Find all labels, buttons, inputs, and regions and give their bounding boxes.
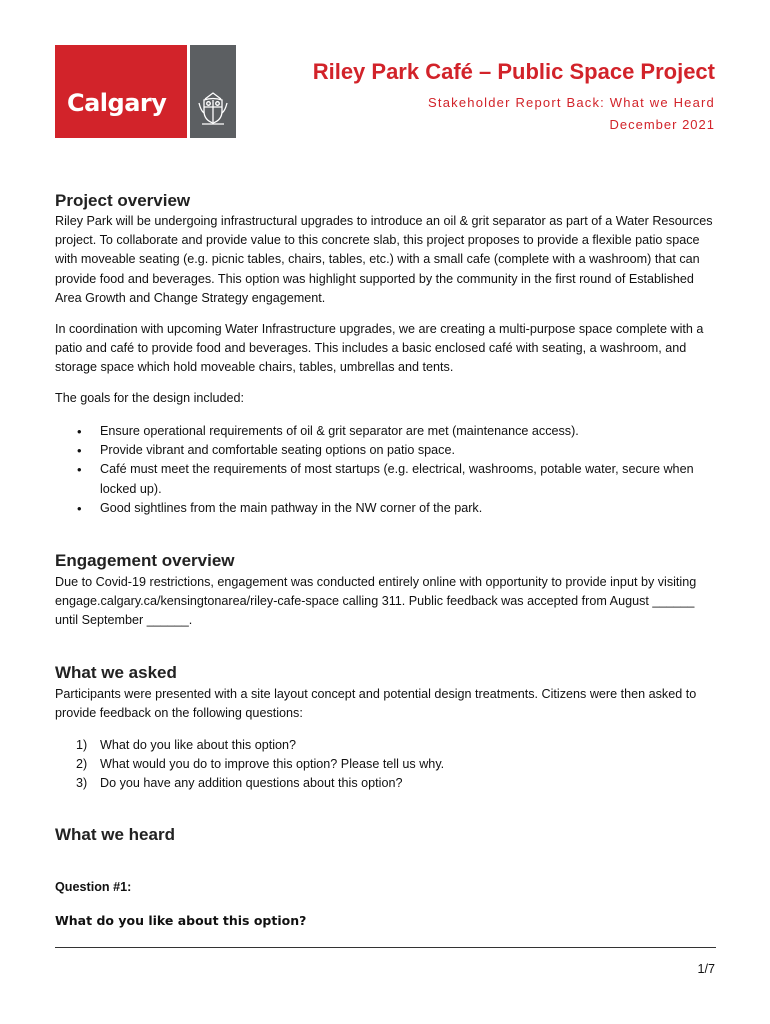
heading-what-we-heard: What we heard xyxy=(55,825,175,844)
what-we-asked-paragraph: Participants were presented with a site layout concept and potential design treatments. Citizens were then asked to provide feedback on the following questions: xyxy=(55,687,697,721)
logo-wordmark: Calgary xyxy=(67,89,167,117)
list-item: • Café must meet the requirements of most startups (e.g. electrical, washrooms, potable water, secure when locked up). xyxy=(55,460,720,498)
project-overview-paragraph-1: Riley Park will be undergoing infrastructural upgrades to introduce an oil & grit separator as part of a Water Resources project. To collaborate and provide value to this concrete slab, this project proposes to provide a flexible patio space with moveable seating (e.g. picnic tables, chairs, tables, etc.) with a small cafe (complete with a washroom) that can provide food and beverages. This option was highlight supported by the community in the first round of Established Area Growth and Change Strategy engagement. xyxy=(55,214,713,305)
goals-intro: The goals for the design included: xyxy=(55,391,245,405)
list-item: • Good sightlines from the main pathway in the NW corner of the park. xyxy=(55,499,720,518)
list-number: 3) xyxy=(76,776,88,791)
question-label: Question #1: xyxy=(55,880,132,894)
list-item: • Ensure operational requirements of oil & grit separator are met (maintenance access). xyxy=(55,422,720,441)
goals-list xyxy=(55,422,720,518)
heading-engagement-overview: Engagement overview xyxy=(55,551,235,570)
document-title: Riley Park Café – Public Space Project xyxy=(312,59,715,84)
heading-project-overview: Project overview xyxy=(55,191,191,210)
engagement-overview-paragraph: Due to Covid-19 restrictions, engagement was conducted entirely online with opportunity to provide input by visiting engage.calgary.ca/kensingtonarea/riley-cafe-space calling 311. Public feedback was accepted from August ______ until September ______. xyxy=(55,575,697,628)
footer-divider xyxy=(55,947,716,948)
question-text: What would you do to improve this option? Please tell us why. xyxy=(100,757,445,772)
questions-list xyxy=(55,736,720,794)
project-overview-paragraph-2: In coordination with upcoming Water Infrastructure upgrades, we are creating a multi-purpose space complete with a patio and café to provide food and beverages. This includes a basic enclosed café with seating, a washroom, and storage space which hold moveable chairs, tables, umbrellas and tents. xyxy=(55,322,704,375)
question-title: What do you like about this option? xyxy=(55,913,307,928)
list-number: 2) xyxy=(76,757,88,772)
list-item xyxy=(55,774,720,793)
question-text: What do you like about this option? xyxy=(100,738,297,752)
page-number: 1/7 xyxy=(697,962,715,976)
list-item: • Provide vibrant and comfortable seating options on patio space. xyxy=(55,441,720,460)
calgary-logo xyxy=(55,45,236,138)
heading-what-we-asked: What we asked xyxy=(55,663,177,682)
city-crest-icon xyxy=(197,89,229,127)
logo-red-block xyxy=(55,45,187,138)
logo-grey-block xyxy=(190,45,236,138)
list-item xyxy=(55,755,720,774)
list-number: 1) xyxy=(76,738,88,752)
document-date: December 2021 xyxy=(609,117,715,132)
document-subtitle: Stakeholder Report Back: What we Heard xyxy=(428,95,715,110)
list-item xyxy=(55,736,720,755)
question-text: Do you have any addition questions about this option? xyxy=(100,776,403,791)
